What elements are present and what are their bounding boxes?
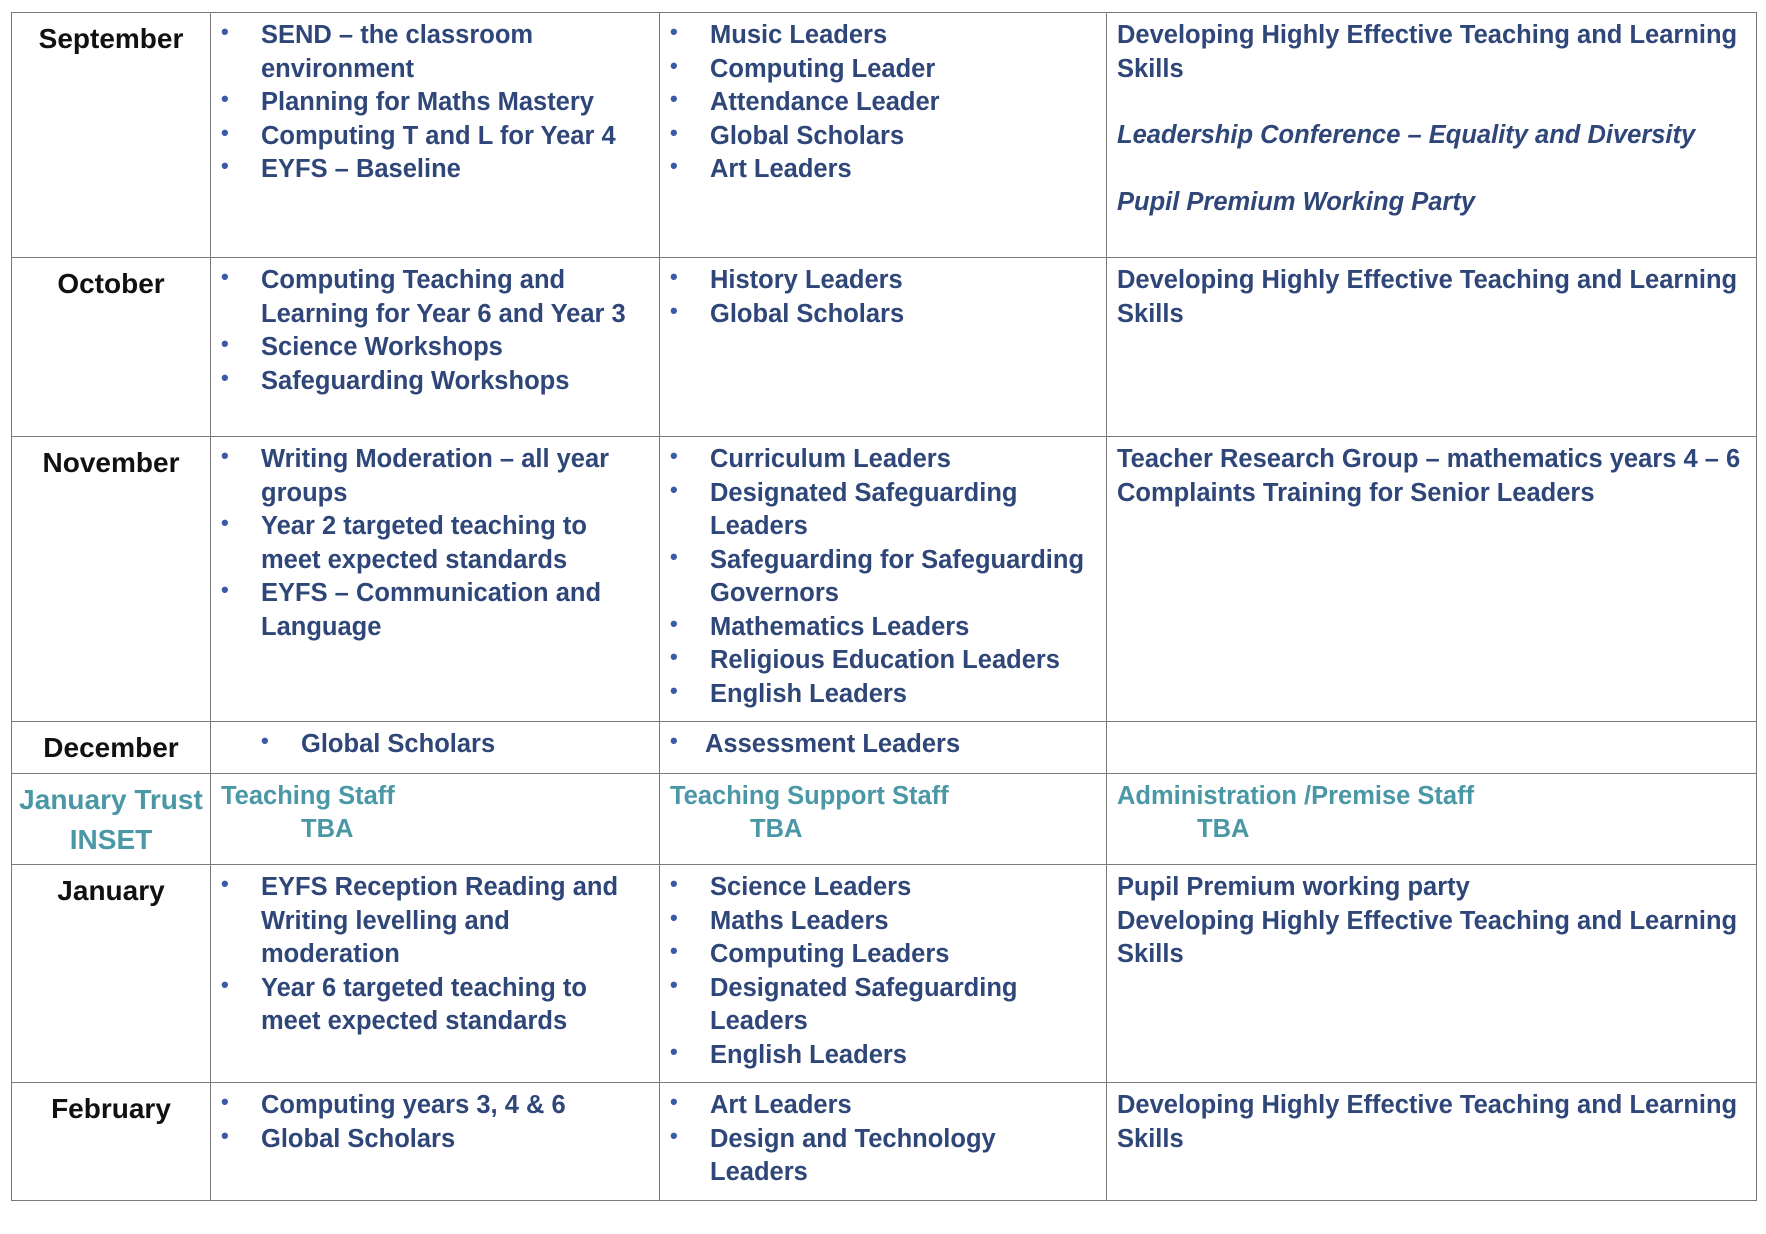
month-label: December	[12, 722, 211, 774]
list-item: • Year 6 targeted teaching to meet expected standards	[221, 972, 651, 1039]
list-item: • Computing years 3, 4 & 6	[221, 1089, 651, 1123]
staff-group-title: Teaching Staff	[221, 782, 395, 810]
cell-teaching	[211, 437, 660, 722]
note-text-italic: Leadership Conference – Equality and Diversity	[1117, 121, 1696, 149]
row-january	[12, 865, 1757, 1083]
list-item: • EYFS – Baseline	[221, 153, 651, 187]
list-item: • Design and Technology Leaders	[670, 1123, 1098, 1190]
cell-teaching	[211, 774, 660, 865]
list-item: • Safeguarding Workshops	[221, 365, 651, 399]
list-teaching	[221, 1089, 651, 1156]
list-teaching	[221, 728, 651, 762]
list-item: • Designated Safeguarding Leaders	[670, 477, 1098, 544]
list-item: • EYFS – Communication and Language	[221, 577, 651, 644]
cell-teaching	[211, 722, 660, 774]
cell-other	[1107, 258, 1757, 437]
cell-other	[1107, 1083, 1757, 1201]
note-text: Developing Highly Effective Teaching and Learning Skills	[1117, 266, 1738, 328]
list-teaching	[221, 19, 651, 187]
month-label: January	[12, 865, 211, 1083]
list-item: • Computing Leaders	[670, 938, 1098, 972]
cell-leaders	[660, 258, 1107, 437]
training-calendar-table	[11, 12, 1757, 1201]
list-item: • Computing Leader	[670, 53, 1098, 87]
cell-teaching	[211, 865, 660, 1083]
list-item: • Computing Teaching and Learning for Year 6 and Year 3	[221, 264, 651, 331]
tba-label: TBA	[750, 815, 803, 843]
month-label: November	[12, 437, 211, 722]
list-item: • History Leaders	[670, 264, 1098, 298]
tba-label: TBA	[1197, 815, 1250, 843]
note-text: Developing Highly Effective Teaching and Learning Skills	[1117, 906, 1738, 968]
note-text: Teacher Research Group – mathematics years 4 – 6	[1117, 445, 1741, 473]
list-leaders	[670, 1089, 1098, 1190]
row-february	[12, 1083, 1757, 1201]
list-item: • Year 2 targeted teaching to meet expected standards	[221, 510, 651, 577]
list-item: • Science Leaders	[670, 871, 1098, 905]
row-december	[12, 722, 1757, 774]
cell-leaders	[660, 774, 1107, 865]
cell-other	[1107, 722, 1757, 774]
month-label: September	[12, 13, 211, 258]
cell-teaching	[211, 13, 660, 258]
list-item: • Religious Education Leaders	[670, 644, 1098, 678]
list-item: • Art Leaders	[670, 153, 1098, 187]
month-label: October	[12, 258, 211, 437]
row-october	[12, 258, 1757, 437]
tba-label: TBA	[301, 815, 354, 843]
cell-teaching	[211, 1083, 660, 1201]
list-item: • Safeguarding for Safeguarding Governors	[670, 544, 1098, 611]
list-item: • Writing Moderation – all year groups	[221, 443, 651, 510]
list-teaching	[221, 871, 651, 1039]
list-item: • Mathematics Leaders	[670, 611, 1098, 645]
note-text: Pupil Premium working party	[1117, 873, 1470, 901]
cell-other	[1107, 865, 1757, 1083]
list-item: • Maths Leaders	[670, 905, 1098, 939]
list-item: • EYFS Reception Reading and Writing levelling and moderation	[221, 871, 651, 972]
list-leaders	[670, 728, 1098, 762]
staff-group-title: Administration /Premise Staff	[1117, 782, 1475, 810]
list-item: • Global Scholars	[670, 120, 1098, 154]
cell-teaching	[211, 258, 660, 437]
list-leaders	[670, 443, 1098, 711]
list-item: • Assessment Leaders	[670, 728, 1098, 762]
cell-leaders	[660, 865, 1107, 1083]
row-january-trust-inset	[12, 774, 1757, 865]
list-item: • Global Scholars	[221, 1123, 651, 1157]
list-item: • Music Leaders	[670, 19, 1098, 53]
month-label: January Trust INSET	[12, 774, 211, 865]
row-november	[12, 437, 1757, 722]
cell-other	[1107, 437, 1757, 722]
list-teaching	[221, 443, 651, 644]
note-text: Developing Highly Effective Teaching and Learning Skills	[1117, 1091, 1738, 1153]
list-leaders	[670, 264, 1098, 331]
note-text-italic: Pupil Premium Working Party	[1117, 187, 1476, 216]
list-item: • English Leaders	[670, 678, 1098, 712]
list-item: • English Leaders	[670, 1039, 1098, 1073]
list-leaders	[670, 871, 1098, 1072]
list-item: • Attendance Leader	[670, 86, 1098, 120]
list-item: • Science Workshops	[221, 331, 651, 365]
list-item: • Computing T and L for Year 4	[221, 120, 651, 154]
list-teaching	[221, 264, 651, 398]
list-item: • Curriculum Leaders	[670, 443, 1098, 477]
staff-group-title: Teaching Support Staff	[670, 782, 949, 810]
cell-leaders	[660, 722, 1107, 774]
list-item: • Designated Safeguarding Leaders	[670, 972, 1098, 1039]
row-september	[12, 13, 1757, 258]
cell-leaders	[660, 1083, 1107, 1201]
cell-other	[1107, 13, 1757, 258]
list-leaders	[670, 19, 1098, 187]
list-item: • SEND – the classroom environment	[221, 19, 651, 86]
list-item: • Global Scholars	[221, 728, 651, 762]
cell-leaders	[660, 13, 1107, 258]
list-item: • Global Scholars	[670, 298, 1098, 332]
month-label: February	[12, 1083, 211, 1201]
list-item: • Planning for Maths Mastery	[221, 86, 651, 120]
note-text: Developing Highly Effective Teaching and Learning Skills	[1117, 21, 1738, 83]
cell-other	[1107, 774, 1757, 865]
note-text: Complaints Training for Senior Leaders	[1117, 478, 1595, 507]
list-item: • Art Leaders	[670, 1089, 1098, 1123]
cell-leaders	[660, 437, 1107, 722]
